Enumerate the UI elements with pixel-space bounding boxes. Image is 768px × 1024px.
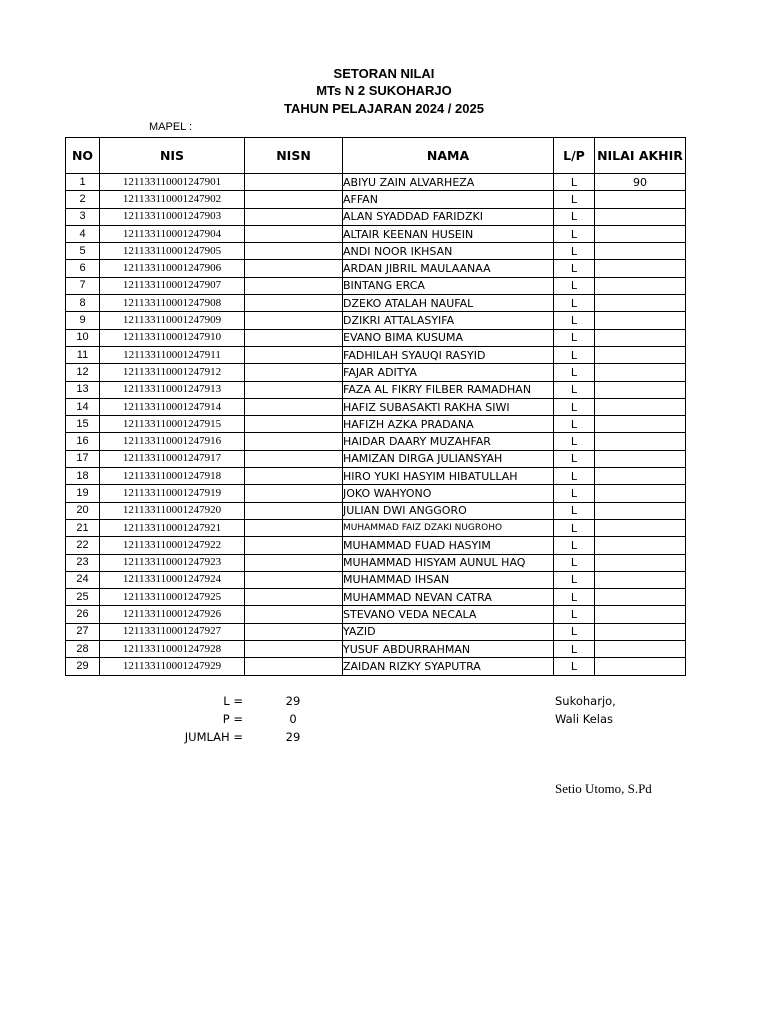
cell-nama: BINTANG ERCA (343, 277, 554, 294)
cell-nisn (245, 450, 343, 467)
cell-nis: 121133110001247927 (100, 623, 245, 640)
table-row (66, 502, 686, 519)
signature-place: Sukoharjo, (555, 694, 616, 708)
table-row (66, 225, 686, 242)
cell-nis: 121133110001247919 (100, 485, 245, 502)
cell-no: 17 (66, 450, 100, 467)
cell-nama: ARDAN JIBRIL MAULAANAA (343, 260, 554, 277)
cell-nis: 121133110001247920 (100, 502, 245, 519)
table-row (66, 433, 686, 450)
cell-nisn (245, 416, 343, 433)
cell-nama: ALAN SYADDAD FARIDZKI (343, 208, 554, 225)
cell-no: 2 (66, 191, 100, 208)
column-header-nis: NIS (100, 138, 245, 174)
cell-nilai-akhir (595, 346, 686, 363)
cell-nisn (245, 623, 343, 640)
table-row (66, 450, 686, 467)
cell-lp: L (554, 381, 595, 398)
cell-nisn (245, 364, 343, 381)
cell-nis: 121133110001247925 (100, 589, 245, 606)
cell-lp: L (554, 606, 595, 623)
column-header-nisn: NISN (245, 138, 343, 174)
cell-nis: 121133110001247917 (100, 450, 245, 467)
teacher-name: Setio Utomo, S.Pd (555, 781, 652, 796)
cell-lp: L (554, 554, 595, 571)
cell-nisn (245, 174, 343, 191)
table-header-row (66, 138, 686, 174)
male-count-value: 29 (285, 694, 301, 708)
cell-nis: 121133110001247929 (100, 658, 245, 675)
cell-nis: 121133110001247903 (100, 208, 245, 225)
table-row (66, 485, 686, 502)
cell-nilai-akhir (595, 398, 686, 415)
cell-lp: L (554, 641, 595, 658)
cell-no: 4 (66, 225, 100, 242)
cell-no: 14 (66, 398, 100, 415)
cell-nisn (245, 519, 343, 536)
cell-nilai-akhir (595, 658, 686, 675)
cell-nama: FADHILAH SYAUQI RASYID (343, 346, 554, 363)
cell-nama: ALTAIR KEENAN HUSEIN (343, 225, 554, 242)
cell-no: 10 (66, 329, 100, 346)
cell-lp: L (554, 277, 595, 294)
cell-nisn (245, 554, 343, 571)
cell-lp: L (554, 208, 595, 225)
cell-nis: 121133110001247909 (100, 312, 245, 329)
cell-nilai-akhir (595, 468, 686, 485)
cell-no: 18 (66, 468, 100, 485)
cell-lp: L (554, 243, 595, 260)
total-count-label: JUMLAH = (184, 730, 243, 744)
cell-nilai-akhir (595, 554, 686, 571)
cell-no: 26 (66, 606, 100, 623)
cell-nama: STEVANO VEDA NECALA (343, 606, 554, 623)
table-row (66, 243, 686, 260)
cell-nisn (245, 225, 343, 242)
cell-lp: L (554, 191, 595, 208)
cell-nis: 121133110001247921 (100, 519, 245, 536)
cell-lp: L (554, 329, 595, 346)
cell-nilai-akhir (595, 191, 686, 208)
table-row (66, 260, 686, 277)
cell-nis: 121133110001247907 (100, 277, 245, 294)
cell-nama: ABIYU ZAIN ALVARHEZA (343, 174, 554, 191)
cell-nama: DZEKO ATALAH NAUFAL (343, 295, 554, 312)
cell-nama: ANDI NOOR IKHSAN (343, 243, 554, 260)
table-row (66, 537, 686, 554)
cell-no: 13 (66, 381, 100, 398)
male-count-label: L = (223, 694, 243, 708)
cell-nis: 121133110001247906 (100, 260, 245, 277)
cell-lp: L (554, 502, 595, 519)
cell-nisn (245, 589, 343, 606)
cell-lp: L (554, 468, 595, 485)
cell-no: 27 (66, 623, 100, 640)
cell-nilai-akhir (595, 243, 686, 260)
cell-no: 21 (66, 519, 100, 536)
cell-nama: HAMIZAN DIRGA JULIANSYAH (343, 450, 554, 467)
cell-lp: L (554, 658, 595, 675)
table-row (66, 346, 686, 363)
cell-nisn (245, 295, 343, 312)
table-row (66, 641, 686, 658)
cell-lp: L (554, 537, 595, 554)
cell-nisn (245, 571, 343, 588)
academic-year: TAHUN PELAJARAN 2024 / 2025 (284, 101, 484, 116)
cell-nilai-akhir (595, 381, 686, 398)
cell-nama: EVANO BIMA KUSUMA (343, 329, 554, 346)
cell-no: 9 (66, 312, 100, 329)
cell-nama: MUHAMMAD HISYAM AUNUL HAQ (343, 554, 554, 571)
table-row (66, 658, 686, 675)
cell-lp: L (554, 519, 595, 536)
cell-nisn (245, 312, 343, 329)
cell-nisn (245, 243, 343, 260)
cell-nisn (245, 502, 343, 519)
cell-nisn (245, 606, 343, 623)
column-header-nama: NAMA (343, 138, 554, 174)
table-row (66, 571, 686, 588)
table-row (66, 191, 686, 208)
cell-no: 28 (66, 641, 100, 658)
cell-nama: YAZID (343, 623, 554, 640)
cell-nisn (245, 381, 343, 398)
cell-nisn (245, 260, 343, 277)
table-row (66, 589, 686, 606)
cell-no: 15 (66, 416, 100, 433)
cell-no: 19 (66, 485, 100, 502)
cell-no: 3 (66, 208, 100, 225)
cell-nilai-akhir (595, 329, 686, 346)
cell-nama: ZAIDAN RIZKY SYAPUTRA (343, 658, 554, 675)
cell-nama: HAFIZ SUBASAKTI RAKHA SIWI (343, 398, 554, 415)
table-row (66, 329, 686, 346)
table-row (66, 468, 686, 485)
cell-no: 24 (66, 571, 100, 588)
cell-nis: 121133110001247911 (100, 346, 245, 363)
cell-nama: MUHAMMAD IHSAN (343, 571, 554, 588)
cell-nisn (245, 346, 343, 363)
table-row (66, 208, 686, 225)
cell-nis: 121133110001247928 (100, 641, 245, 658)
column-header-nilai-akhir: NILAI AKHIR (595, 138, 686, 174)
cell-no: 11 (66, 346, 100, 363)
cell-lp: L (554, 433, 595, 450)
table-row (66, 606, 686, 623)
cell-nama: FAZA AL FIKRY FILBER RAMADHAN (343, 381, 554, 398)
cell-nilai-akhir (595, 571, 686, 588)
subject-label: MAPEL : (149, 121, 192, 133)
total-count-value: 29 (285, 730, 301, 744)
cell-lp: L (554, 398, 595, 415)
cell-lp: L (554, 312, 595, 329)
cell-lp: L (554, 225, 595, 242)
signature-role: Wali Kelas (555, 712, 614, 726)
cell-nilai-akhir (595, 225, 686, 242)
cell-nilai-akhir (595, 606, 686, 623)
cell-nama: MUHAMMAD FUAD HASYIM (343, 537, 554, 554)
cell-nis: 121133110001247905 (100, 243, 245, 260)
cell-nis: 121133110001247926 (100, 606, 245, 623)
cell-lp: L (554, 346, 595, 363)
cell-nisn (245, 537, 343, 554)
cell-lp: L (554, 295, 595, 312)
cell-nisn (245, 277, 343, 294)
cell-nis: 121133110001247904 (100, 225, 245, 242)
cell-nilai-akhir (595, 623, 686, 640)
cell-nisn (245, 485, 343, 502)
cell-nama: JULIAN DWI ANGGORO (343, 502, 554, 519)
cell-no: 6 (66, 260, 100, 277)
cell-nisn (245, 658, 343, 675)
table-row (66, 623, 686, 640)
cell-nis: 121133110001247922 (100, 537, 245, 554)
cell-nis: 121133110001247924 (100, 571, 245, 588)
cell-nisn (245, 398, 343, 415)
table-row (66, 519, 686, 536)
cell-nama: DZIKRI ATTALASYIFA (343, 312, 554, 329)
cell-nis: 121133110001247910 (100, 329, 245, 346)
table-row (66, 174, 686, 191)
cell-nis: 121133110001247912 (100, 364, 245, 381)
cell-nis: 121133110001247915 (100, 416, 245, 433)
column-header-no: NO (66, 138, 100, 174)
cell-nis: 121133110001247916 (100, 433, 245, 450)
cell-nis: 121133110001247902 (100, 191, 245, 208)
cell-no: 25 (66, 589, 100, 606)
table-row (66, 554, 686, 571)
cell-nilai-akhir (595, 260, 686, 277)
cell-nilai-akhir (595, 641, 686, 658)
grades-table (65, 137, 686, 676)
cell-nilai-akhir (595, 277, 686, 294)
column-header-lp: L/P (554, 138, 595, 174)
cell-nilai-akhir (595, 364, 686, 381)
cell-no: 8 (66, 295, 100, 312)
cell-lp: L (554, 416, 595, 433)
cell-nilai-akhir (595, 519, 686, 536)
table-row (66, 398, 686, 415)
cell-nis: 121133110001247923 (100, 554, 245, 571)
cell-no: 23 (66, 554, 100, 571)
cell-nama: HIRO YUKI HASYIM HIBATULLAH (343, 468, 554, 485)
cell-nisn (245, 468, 343, 485)
female-count-value: 0 (289, 712, 297, 726)
cell-nilai-akhir (595, 312, 686, 329)
cell-nis: 121133110001247908 (100, 295, 245, 312)
cell-nama: YUSUF ABDURRAHMAN (343, 641, 554, 658)
cell-no: 29 (66, 658, 100, 675)
table-row (66, 295, 686, 312)
cell-nisn (245, 641, 343, 658)
cell-nilai-akhir (595, 502, 686, 519)
cell-lp: L (554, 623, 595, 640)
school-name: MTs N 2 SUKOHARJO (316, 83, 452, 98)
cell-nama: MUHAMMAD FAIZ DZAKI NUGROHO (343, 519, 554, 536)
cell-nis: 121133110001247918 (100, 468, 245, 485)
cell-no: 20 (66, 502, 100, 519)
cell-nama: HAIDAR DAARY MUZAHFAR (343, 433, 554, 450)
cell-lp: L (554, 450, 595, 467)
cell-nilai-akhir (595, 416, 686, 433)
table-row (66, 364, 686, 381)
cell-nilai-akhir (595, 589, 686, 606)
cell-lp: L (554, 260, 595, 277)
cell-nilai-akhir (595, 295, 686, 312)
cell-no: 1 (66, 174, 100, 191)
cell-no: 12 (66, 364, 100, 381)
table-row (66, 277, 686, 294)
cell-nisn (245, 329, 343, 346)
cell-nilai-akhir (595, 485, 686, 502)
cell-lp: L (554, 485, 595, 502)
cell-nilai-akhir (595, 208, 686, 225)
table-row (66, 416, 686, 433)
cell-nama: AFFAN (343, 191, 554, 208)
cell-nisn (245, 191, 343, 208)
cell-lp: L (554, 174, 595, 191)
cell-nisn (245, 433, 343, 450)
table-row (66, 381, 686, 398)
cell-nama: FAJAR ADITYA (343, 364, 554, 381)
cell-no: 5 (66, 243, 100, 260)
cell-no: 22 (66, 537, 100, 554)
cell-nilai-akhir (595, 450, 686, 467)
cell-nama: JOKO WAHYONO (343, 485, 554, 502)
cell-nilai-akhir: 90 (595, 174, 686, 191)
cell-nis: 121133110001247914 (100, 398, 245, 415)
cell-nis: 121133110001247901 (100, 174, 245, 191)
document-title: SETORAN NILAI (333, 66, 435, 81)
cell-nama: MUHAMMAD NEVAN CATRA (343, 589, 554, 606)
cell-lp: L (554, 589, 595, 606)
cell-no: 7 (66, 277, 100, 294)
cell-lp: L (554, 364, 595, 381)
cell-nilai-akhir (595, 433, 686, 450)
table-body (66, 174, 686, 676)
cell-no: 16 (66, 433, 100, 450)
table-row (66, 312, 686, 329)
cell-nis: 121133110001247913 (100, 381, 245, 398)
cell-nisn (245, 208, 343, 225)
cell-nilai-akhir (595, 537, 686, 554)
cell-lp: L (554, 571, 595, 588)
cell-nama: HAFIZH AZKA PRADANA (343, 416, 554, 433)
female-count-label: P = (222, 712, 243, 726)
